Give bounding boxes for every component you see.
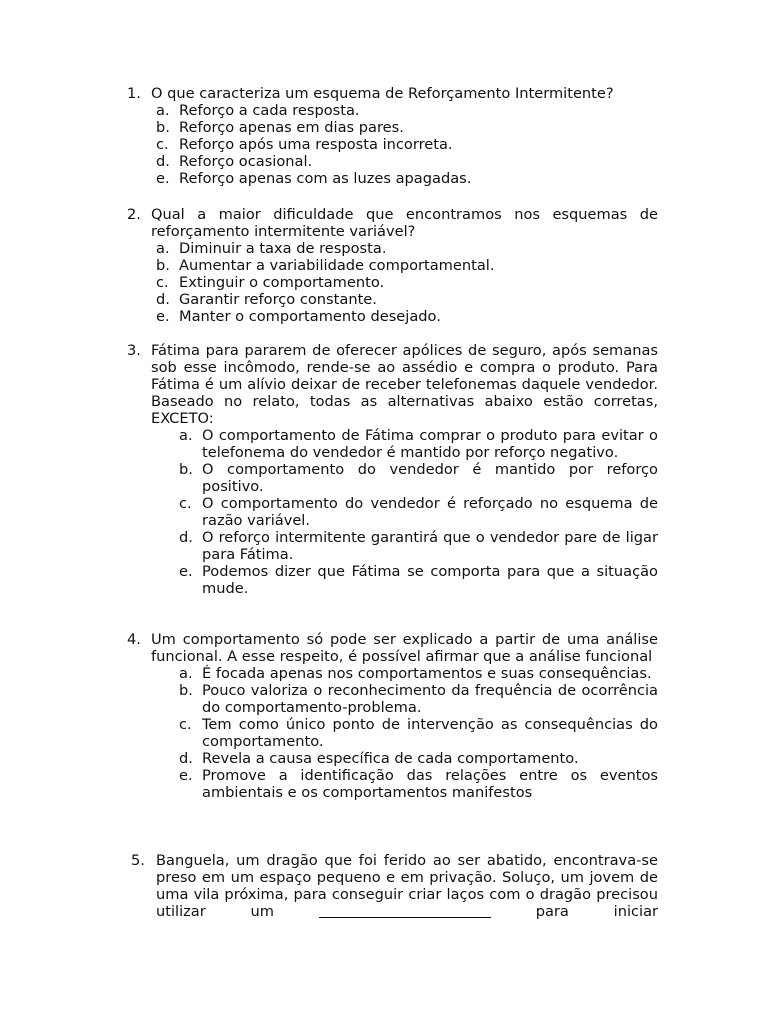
option-text: Reforço apenas com as luzes apagadas.: [179, 170, 472, 187]
question-stem: [127, 206, 658, 240]
option-text: Tem como único ponto de intervenção as consequências do comportamento.: [202, 716, 658, 750]
option-item: [127, 153, 658, 170]
option-letter: b.: [179, 461, 193, 478]
question-4: [127, 631, 658, 801]
option-item: [127, 665, 658, 682]
option-item: [127, 563, 658, 597]
question-text: O que caracteriza um esquema de Reforçamento Intermitente?: [151, 85, 614, 102]
option-letter: a.: [156, 102, 170, 119]
option-text: Revela a causa específica de cada comportamento.: [202, 750, 579, 767]
option-text: Reforço após uma resposta incorreta.: [179, 136, 453, 153]
question-1: [127, 85, 658, 187]
option-text: Garantir reforço constante.: [179, 291, 377, 308]
option-text: Manter o comportamento desejado.: [179, 308, 441, 325]
question-number: 1.: [127, 85, 141, 102]
option-text: Reforço apenas em dias pares.: [179, 119, 404, 136]
option-item: [127, 750, 658, 767]
option-item: [127, 119, 658, 136]
option-text: Diminuir a taxa de resposta.: [179, 240, 387, 257]
question-number: 5.: [131, 852, 145, 869]
question-text-continued: para iniciar: [535, 903, 659, 920]
option-item: [127, 102, 658, 119]
option-letter: a.: [179, 665, 193, 682]
options-list: [127, 427, 658, 597]
option-letter: b.: [156, 119, 170, 136]
option-item: [127, 767, 658, 801]
option-item: [127, 529, 658, 563]
option-item: [127, 136, 658, 153]
question-2: [127, 206, 658, 325]
option-item: [127, 274, 658, 291]
option-letter: e.: [156, 170, 170, 187]
question-text: Fátima para pararem de oferecer apólices de seguro, após semanas sob esse incômodo, rende-se ao assédio e compra o produto. Para Fátima é um alívio deixar de receber telefonemas daquele vendedor. Baseado no relato, todas as alternativas abaixo estão corretas, EXCETO:: [151, 342, 658, 427]
option-item: [127, 682, 658, 716]
option-text: Reforço a cada resposta.: [179, 102, 360, 119]
option-item: [127, 461, 658, 495]
options-list: [127, 240, 658, 325]
option-text: Reforço ocasional.: [179, 153, 313, 170]
option-item: [127, 257, 658, 274]
option-letter: b.: [179, 682, 193, 699]
option-letter: c.: [179, 716, 192, 733]
fill-in-blank: [319, 903, 491, 918]
option-letter: e.: [179, 767, 193, 784]
option-letter: e.: [179, 563, 193, 580]
option-letter: e.: [156, 308, 170, 325]
option-text: Promove a identificação das relações entre os eventos ambientais e os comportamentos manifestos: [202, 767, 658, 801]
option-letter: c.: [156, 136, 169, 153]
option-letter: d.: [179, 529, 193, 546]
question-stem: [127, 85, 658, 102]
question-text: Qual a maior dificuldade que encontramos nos esquemas de reforçamento intermitente variável?: [151, 206, 658, 240]
question-5: [131, 852, 658, 920]
option-letter: d.: [179, 750, 193, 767]
option-text: Extinguir o comportamento.: [179, 274, 385, 291]
question-number: 4.: [127, 631, 141, 648]
option-text: O comportamento do vendedor é reforçado no esquema de razão variável.: [202, 495, 658, 529]
option-letter: c.: [156, 274, 169, 291]
option-text: É focada apenas nos comportamentos e suas consequências.: [202, 665, 652, 682]
question-stem: [131, 852, 658, 920]
question-stem: [127, 342, 658, 427]
option-item: [127, 308, 658, 325]
option-text: O comportamento do vendedor é mantido por reforço positivo.: [202, 461, 658, 495]
option-letter: d.: [156, 291, 170, 308]
option-text: Pouco valoriza o reconhecimento da frequência de ocorrência do comportamento-problema.: [202, 682, 658, 716]
option-text: O reforço intermitente garantirá que o vendedor pare de ligar para Fátima.: [202, 529, 658, 563]
option-text: O comportamento de Fátima comprar o produto para evitar o telefonema do vendedor é mantido por reforço negativo.: [202, 427, 658, 461]
options-list: [127, 665, 658, 801]
question-3: [127, 342, 658, 597]
option-item: [127, 495, 658, 529]
question-number: 2.: [127, 206, 141, 223]
question-text: Banguela, um dragão que foi ferido ao ser abatido, encontrava-se preso em um espaço pequeno e em privação. Soluço, um jovem de uma vila próxima, para conseguir criar laços com o dragão precisou utilizar um: [156, 852, 658, 920]
option-item: [127, 427, 658, 461]
option-letter: c.: [179, 495, 192, 512]
option-item: [127, 240, 658, 257]
option-text: Podemos dizer que Fátima se comporta para que a situação mude.: [202, 563, 658, 597]
question-stem: [127, 631, 658, 665]
option-item: [127, 716, 658, 750]
option-letter: a.: [179, 427, 193, 444]
option-letter: b.: [156, 257, 170, 274]
option-item: [127, 170, 658, 187]
option-text: Aumentar a variabilidade comportamental.: [179, 257, 495, 274]
question-number: 3.: [127, 342, 141, 359]
option-item: [127, 291, 658, 308]
option-letter: d.: [156, 153, 170, 170]
question-text: Um comportamento só pode ser explicado a partir de uma análise funcional. A esse respeito, é possível afirmar que a análise funcional: [151, 631, 658, 665]
option-letter: a.: [156, 240, 170, 257]
options-list: [127, 102, 658, 187]
